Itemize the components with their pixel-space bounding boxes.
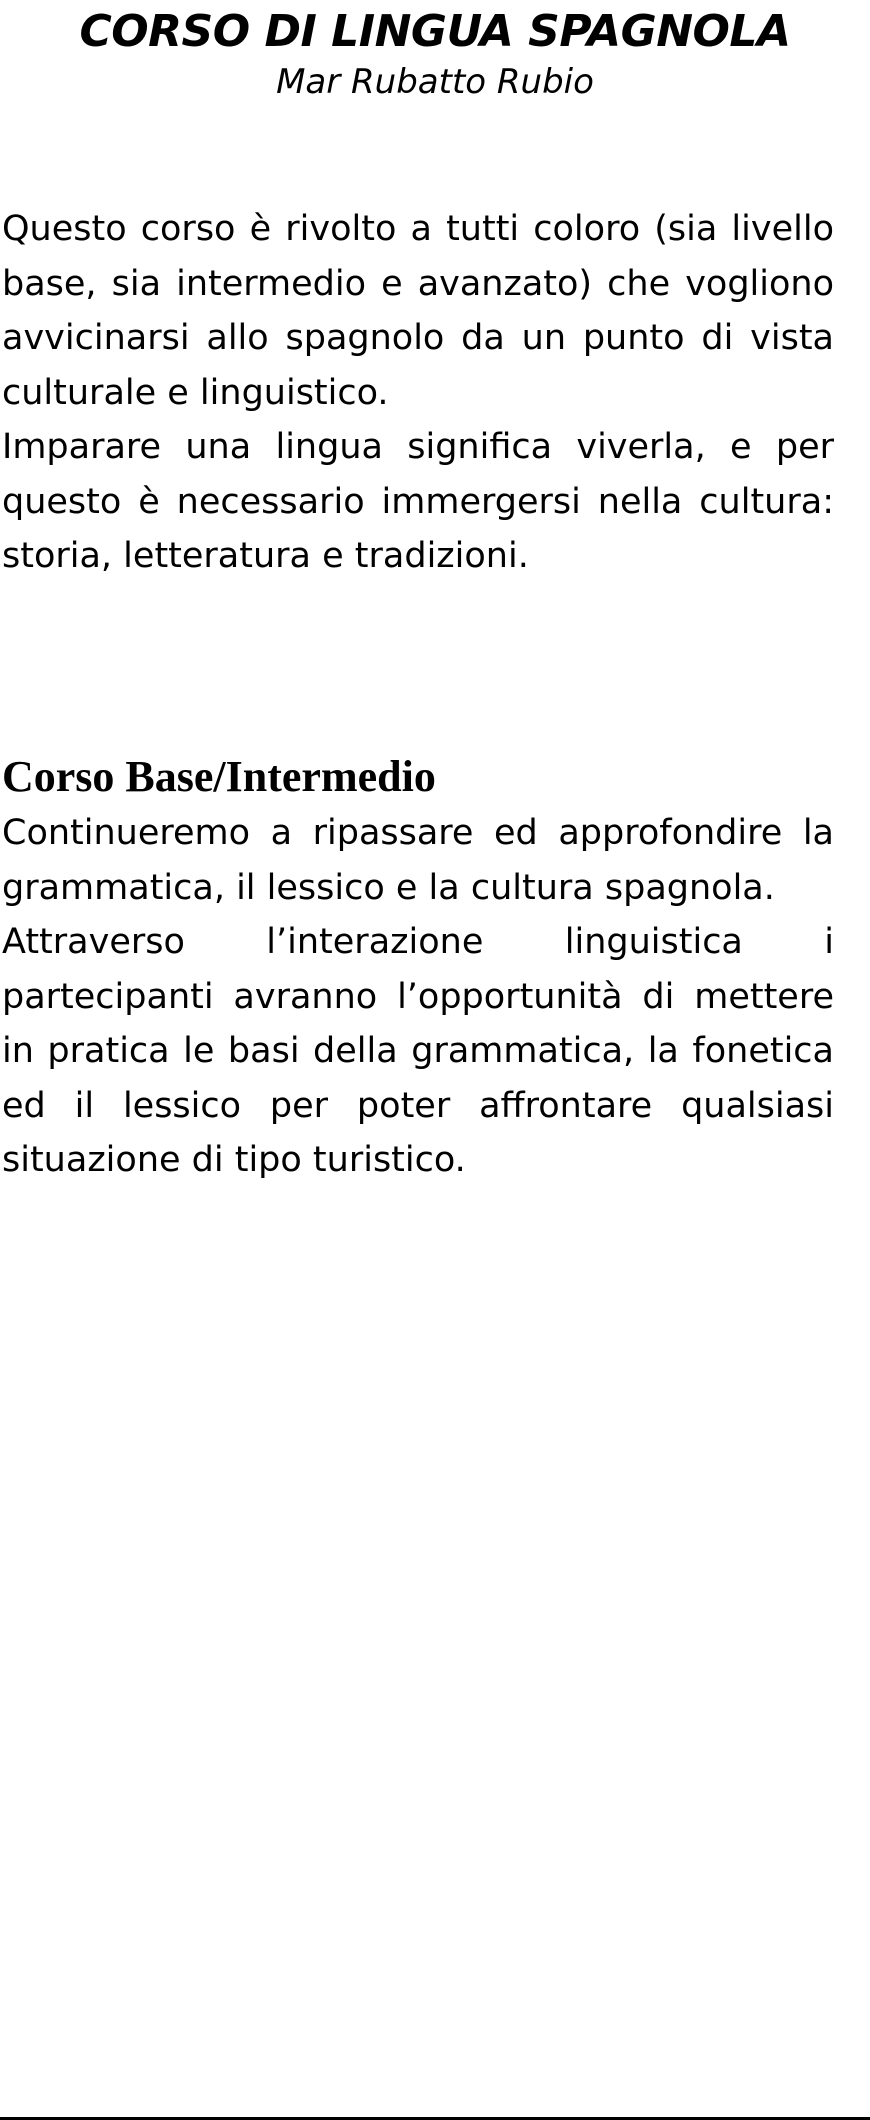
document-header <box>0 0 870 104</box>
section-heading: Corso Base/Intermedio <box>2 752 436 801</box>
intro-section <box>2 202 834 584</box>
intro-paragraph-2: Imparare una lingua significa viverla, e per questo è necessario immergersi nella cultura: storia, letteratura e tradizioni. <box>2 427 834 576</box>
course-paragraph-2: Attraverso l’interazione linguistica i partecipanti avranno l’opportunità di mettere in pratica le basi della grammatica, la fonetica ed il lessico per poter affrontare qualsiasi situazione di tipo turistico. <box>2 922 834 1180</box>
intro-paragraph-1: Questo corso è rivolto a tutti coloro (sia livello base, sia intermedio e avanzato) che vogliono avvicinarsi allo spagnolo da un punto di vista culturale e linguistico. <box>2 209 834 413</box>
course-description <box>2 806 834 1188</box>
author-name: Mar Rubatto Rubio <box>276 62 594 102</box>
course-paragraph-1: Continueremo a ripassare ed approfondire la grammatica, il lessico e la cultura spagnola. <box>2 813 834 908</box>
document-title: CORSO DI LINGUA SPAGNOLA <box>79 6 791 57</box>
